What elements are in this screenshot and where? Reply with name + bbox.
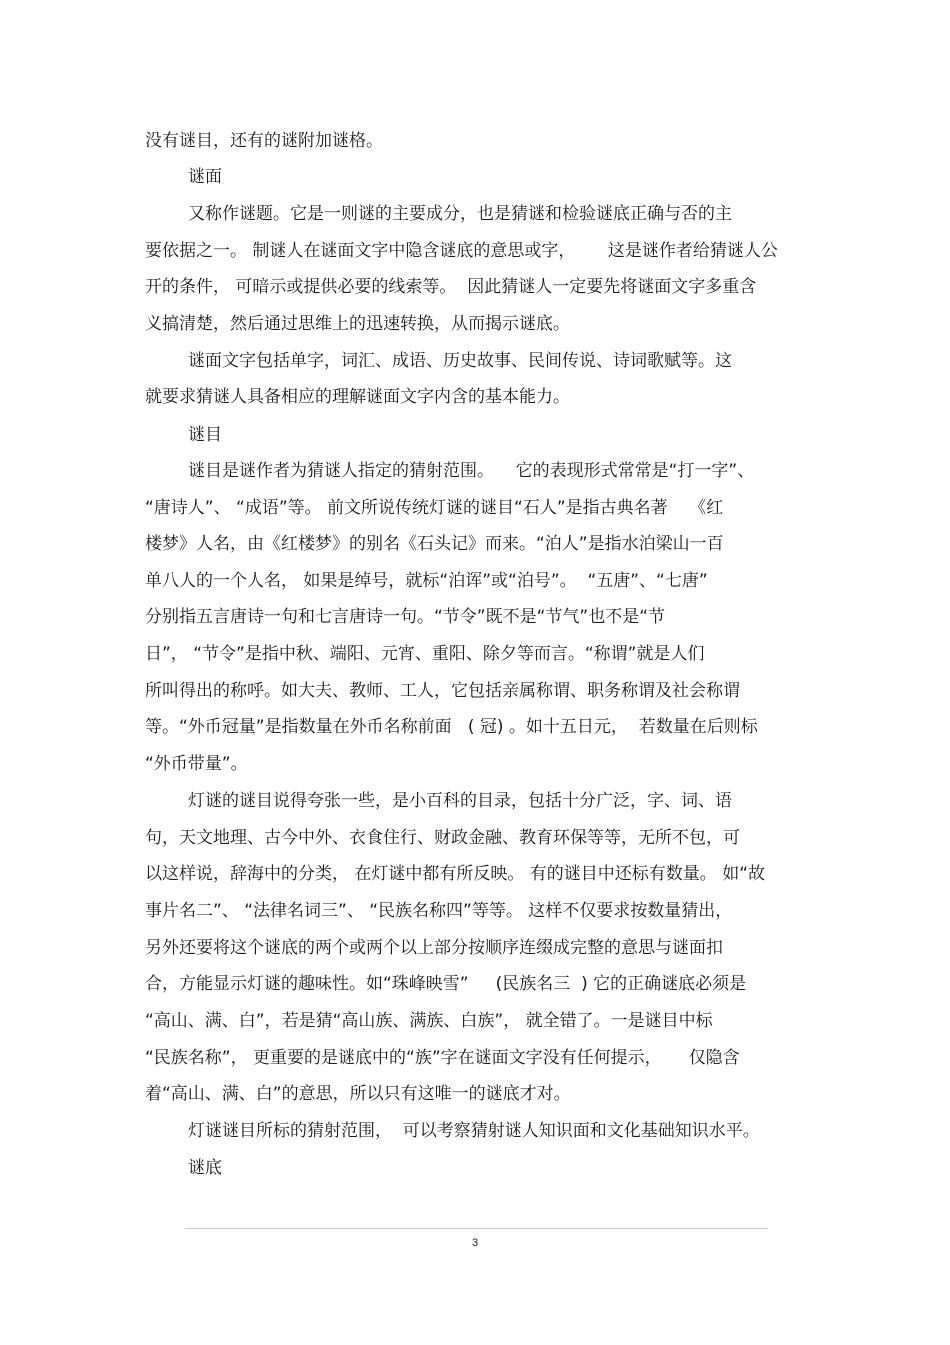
text-line: 句，天文地理、古今中外、衣食住行、财政金融、教育环保等等，无所不包，可: [145, 828, 740, 848]
text-line: 没有谜目，还有的谜附加谜格。: [145, 131, 383, 151]
section-heading-midi: 谜底: [188, 1158, 222, 1178]
page-number: 3: [471, 1237, 479, 1249]
text-line: 事片名二”、 “法律名词三”、 “民族名称四”等等。 这样不仅要求按数量猜出，: [145, 901, 733, 921]
text-line: 合，方能显示灯谜的趣味性。如“珠峰映雪” (民族名三 ) 它的正确谜底必须是: [145, 974, 747, 994]
text-line: 灯谜谜目所标的猜射范围， 可以考察猜射谜人知识面和文化基础知识水平。: [188, 1121, 760, 1141]
text-line: 楼梦》人名，由《红楼梦》的别名《石头记》而来。“泊人”是指水泊梁山一百: [145, 534, 724, 554]
text-line: 要依据之一。 制谜人在谜面文字中隐含谜底的意思或字， 这是谜作者给猜谜人公: [145, 241, 778, 261]
text-line: 义搞清楚，然后通过思维上的迅速转换，从而揭示谜底。: [145, 314, 570, 334]
text-line: 以这样说，辞海中的分类， 在灯谜中都有所反映。 有的谜目中还标有数量。 如“故: [145, 864, 766, 884]
text-line: 另外还要将这个谜底的两个或两个以上部分按顺序连缀成完整的意思与谜面扣: [145, 938, 723, 958]
text-line: “外币带量”。: [145, 754, 248, 774]
text-line: 所叫得出的称呼。如大夫、教师、工人，它包括亲属称谓、职务称谓及社会称谓: [145, 681, 740, 701]
section-heading-mimian: 谜面: [188, 167, 222, 187]
text-line: 日”， “节令”是指中秋、端阳、元宵、重阳、除夕等而言。“称谓”就是人们: [145, 644, 705, 664]
text-line: “高山、满、白”，若是猜“高山族、满族、白族”， 就全错了。一是谜目中标: [145, 1011, 713, 1031]
text-line: “唐诗人”、 “成语”等。 前文所说传统灯谜的谜目“石人”是指古典名著 《红: [145, 498, 724, 518]
text-line: 就要求猜谜人具备相应的理解谜面文字内含的基本能力。: [145, 387, 570, 407]
text-line: 单八人的一个人名， 如果是绰号，就标“泊诨”或“泊号”。 “五唐”、“七唐”: [145, 571, 708, 591]
text-line: 谜目是谜作者为猜谜人指定的猜射范围。 它的表现形式常常是“打一字”、: [188, 461, 755, 481]
footer-divider: [185, 1228, 768, 1229]
section-heading-mimu: 谜目: [188, 425, 222, 445]
text-line: 着“高山、满、白”的意思，所以只有这唯一的谜底才对。: [145, 1084, 571, 1104]
text-line: “民族名称”， 更重要的是谜底中的“族”字在谜面文字没有任何提示， 仅隐含: [145, 1048, 740, 1068]
text-line: 开的条件， 可暗示或提供必要的线索等。 因此猜谜人一定要先将谜面文字多重含: [145, 277, 757, 297]
text-line: 等。“外币冠量”是指数量在外币名称前面 ( 冠) 。如十五日元， 若数量在后则标: [145, 717, 758, 737]
text-line: 又称作谜题。它是一则谜的主要成分，也是猜谜和检验谜底正确与否的主: [188, 204, 732, 224]
text-line: 谜面文字包括单字，词汇、成语、历史故事、民间传说、诗词歌赋等。这: [188, 351, 732, 371]
text-line: 灯谜的谜目说得夸张一些，是小百科的目录，包括十分广泛，字、词、语: [188, 791, 732, 811]
text-line: 分别指五言唐诗一句和七言唐诗一句。“节令”既不是“节气”也不是“节: [145, 607, 666, 627]
